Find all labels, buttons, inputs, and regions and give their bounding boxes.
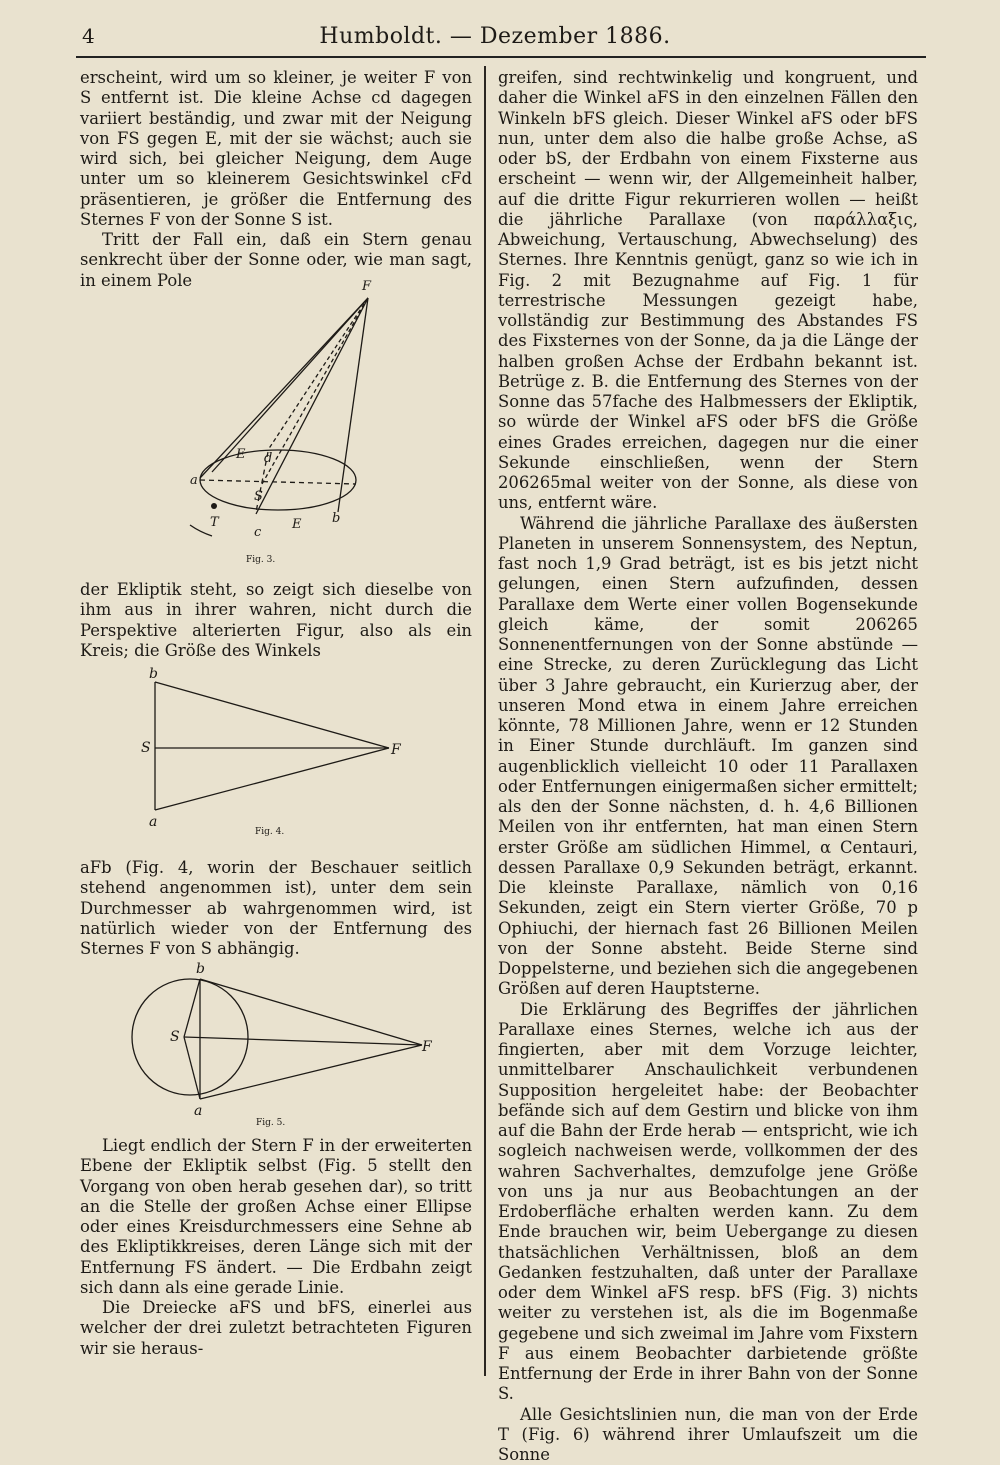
figure-caption: Fig. 5. <box>256 1118 285 1128</box>
paragraph: Tritt der Fall ein, daß ein Stern genau senkrecht über der Sonne oder, wie man sagt, in einem Pole <box>80 230 472 291</box>
figure-caption: Fig. 3. <box>246 555 275 565</box>
label-S: S <box>254 489 263 504</box>
figure-4 <box>135 662 435 844</box>
label-S: S <box>141 740 151 756</box>
paragraph: greifen, sind rechtwinkelig und kongruent, und daher die Winkel aFS in den einzelnen Fällen den Winkeln bFS gleich. Dieser Winkel aFS oder bFS nun, unter dem also die halbe große Achse, aS oder bS, der Erdbahn von einem Fixsterne aus erscheint — wenn wir, der Allgemeinheit halber, auf die dritte Figur rekurrieren wollen — heißt die jährliche Parallaxe (von παράλλαξις, Abweichung, Vertauschung, Abwechselung) des Sternes. Ihre Kenntnis genügt, ganz so wie ich in Fig. 2 mit Bezugnahme auf Fig. 1 für terrestrische Messungen gezeigt habe, vollständig zur Bestimmung des Abstandes FS des Fixsternes von der Sonne, da ja die Länge der halben großen Achse der Erdbahn bekannt ist. Betrüge z. B. die Entfernung des Sternes von der Sonne das 57fache des Halbmessers der Ekliptik, so würde der Winkel aFS oder bFS die Größe eines Grades erreichen, dagegen nur die einer Sekunde einschließen, wenn der Stern 206265mal weiter von der Sonne, als diese von uns, entfernt wäre. <box>498 68 918 514</box>
figure-3-diagram <box>160 270 400 570</box>
label-E: E <box>235 447 246 462</box>
paragraph: Die Dreiecke aFS und bFS, einerlei aus welcher der drei zuletzt betrachteten Figuren wir sie heraus- <box>80 1298 472 1359</box>
column-divider <box>484 66 486 1376</box>
label-a: a <box>194 1103 202 1119</box>
label-F: F <box>421 1039 433 1055</box>
paragraph: Liegt endlich der Stern F in der erweiterten Ebene der Ekliptik selbst (Fig. 5 stellt den Vorgang von oben herab gesehen dar), so tritt an die Stelle der großen Achse einer Ellipse oder eines Kreisdurchmessers eine Sehne ab des Ekliptikkreises, deren Länge sich mit der Entfernung FS ändert. — Die Erdbahn zeigt sich dann als eine gerade Linie. <box>80 1136 472 1298</box>
label-b: b <box>196 961 205 977</box>
paragraph: Alle Gesichtslinien nun, die man von der Erde T (Fig. 6) während ihrer Umlaufszeit um die Sonne <box>498 1405 918 1465</box>
paragraph: Während die jährliche Parallaxe des äußersten Planeten in unserem Sonnensystem, des Neptun, fast noch 1,9 Grad beträgt, ist es bis jetzt nicht gelungen, einen Stern aufzufinden, dessen Parallaxe dem Werte einer vollen Bogensekunde gleich käme, der somit 206265 Sonnenentfernungen von der Sonne abstünde — eine Strecke, zu deren Zurücklegung das Licht über 3 Jahre gebraucht, ein Kurierzug aber, der unseren Mond etwa in einem Jahre erreichen könnte, 78 Millionen Jahre, wenn er 12 Stunden in Einer Stunde durchläuft. Im ganzen sind augenblicklich vielleicht 10 oder 11 Parallaxen oder Entfernungen einigermaßen sicher ermittelt; als den der Sonne nächsten, d. h. 4,6 Billionen Meilen von ihr entfernten, hat man einen Stern erster Größe am südlichen Himmel, α Centauri, dessen Parallaxe 0,9 Sekunden beträgt, erkannt. Die kleinste Parallaxe, nämlich von 0,16 Sekunden, zeigt ein Stern vierter Größe, 70 p Ophiuchi, der hiernach fast 26 Billionen Meilen von der Sonne absteht. Beide Sterne sind Doppelsterne, und beziehen sich die angegebenen Größen auf deren Hauptsterne. <box>498 514 918 1000</box>
paragraph: Die Erklärung des Begriffes der jährlichen Parallaxe eines Sternes, welche ich aus der fingierten, aber mit dem Vorzuge leichter, unmittelbarer Anschaulichkeit verbundenen Supposition hergeleitet habe: der Beobachter befände sich auf dem Gestirn und blicke von ihm auf die Bahn der Erde herab — entspricht, wie ich sogleich nachweisen werde, vollkommen der des wahren Sachverhaltes, demzufolge jene Größe von uns ja nur aus Beobachtungen an der Erdoberfläche erhalten werden kann. Zu dem Ende brauchen wir, beim Uebergange zu diesen thatsächlichen Verhältnissen, bloß an dem Gedanken festzuhalten, daß unter der Parallaxe oder dem Winkel aFS resp. bFS (Fig. 3) nichts weiter zu verstehen ist, als die im Bogenmaße gegebene und sich zweimal im Jahre vom Fixstern F aus einem Beobachter darbietende größte Entfernung der Erde in ihrer Bahn von der Sonne S. <box>498 1000 918 1405</box>
left-text-block-2 <box>80 580 472 661</box>
left-text-block-4 <box>80 1136 472 1359</box>
left-text-block-3 <box>80 858 472 959</box>
figure-5-diagram <box>122 955 442 1130</box>
label-a: a <box>190 473 198 488</box>
page-number: 4 <box>82 24 95 48</box>
label-F: F <box>361 279 372 294</box>
label-E-2: E <box>291 517 302 532</box>
label-a: a <box>149 814 157 830</box>
header-rule <box>76 56 926 58</box>
paragraph: der Ekliptik steht, so zeigt sich dieselbe von ihm aus in ihrer wahren, nicht durch die Perspektive alterierten Figur, also als ein Kreis; die Größe des Winkels <box>80 580 472 661</box>
label-b: b <box>149 666 158 682</box>
running-title: Humboldt. — Dezember 1886. <box>60 24 930 49</box>
label-d: d <box>264 451 272 466</box>
figure-4-diagram <box>135 662 435 840</box>
left-text-block-1 <box>80 68 472 291</box>
label-b: b <box>332 511 340 526</box>
label-T: T <box>210 515 220 530</box>
paragraph: erscheint, wird um so kleiner, je weiter F von S entfernt ist. Die kleine Achse cd dagegen variiert beständig, und zwar mit der Neigung von FS gegen E, mit der sie wächst; auch sie wird sich, bei gleicher Neigung, dem Auge unter um so kleinerem Gesichtswinkel cFd präsentieren, je größer die Entfernung des Sternes F von der Sonne S ist. <box>80 68 472 230</box>
paragraph: aFb (Fig. 4, worin der Beschauer seitlich stehend angenommen ist), unter dem sein Durchmesser ab wahrgenommen wird, ist natürlich wieder von der Entfernung des Sternes F von S abhängig. <box>80 858 472 959</box>
page-header <box>60 18 930 58</box>
label-S: S <box>170 1029 180 1045</box>
label-F: F <box>390 742 402 758</box>
figure-caption: Fig. 4. <box>255 827 284 837</box>
right-column-text <box>498 68 918 1465</box>
figure-5 <box>122 955 442 1134</box>
figure-3 <box>160 270 400 574</box>
label-c: c <box>254 525 262 540</box>
